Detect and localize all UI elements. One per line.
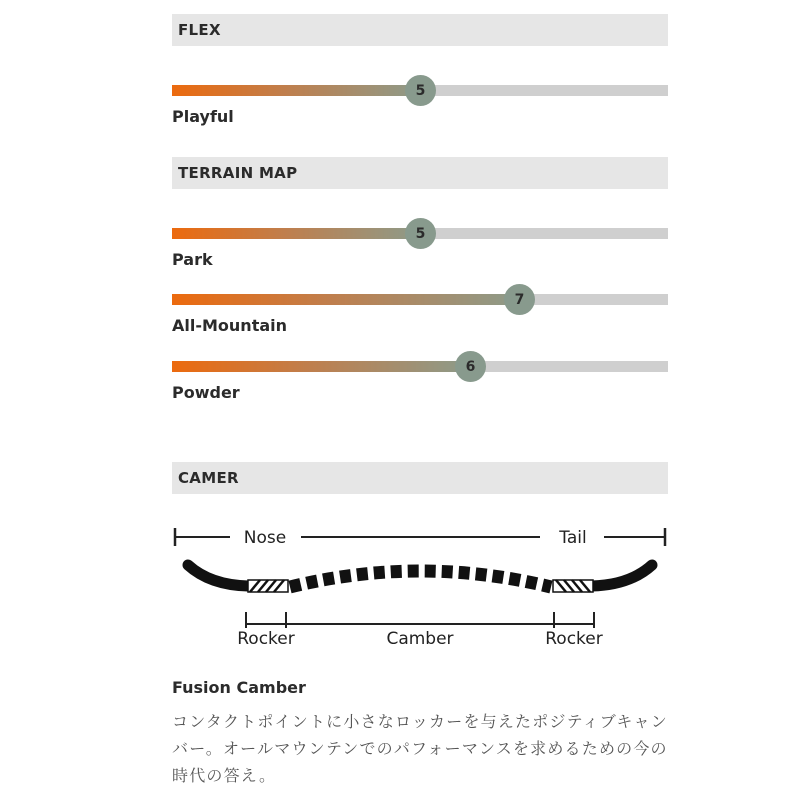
board-tail bbox=[592, 565, 652, 586]
camber-dashed-section bbox=[290, 571, 551, 587]
tail-label: Tail bbox=[559, 528, 587, 548]
terrain-rating-powder bbox=[172, 358, 668, 413]
terrain-rating-park bbox=[172, 225, 668, 280]
rating-fill bbox=[172, 85, 420, 96]
rating-knob: 5 bbox=[405, 75, 436, 106]
rating-label: Powder bbox=[172, 383, 240, 402]
rocker-hatch-left bbox=[248, 580, 288, 592]
rating-knob: 6 bbox=[455, 351, 486, 382]
board-nose bbox=[188, 565, 248, 586]
camber-profile-diagram bbox=[170, 520, 670, 660]
terrain-rating-all-mountain bbox=[172, 291, 668, 346]
nose-label: Nose bbox=[243, 528, 287, 548]
rating-label: Playful bbox=[172, 107, 234, 126]
rating-fill bbox=[172, 228, 420, 239]
rating-label: Park bbox=[172, 250, 213, 269]
camber-label: Camber bbox=[386, 629, 454, 649]
rocker-right-label: Rocker bbox=[545, 629, 603, 649]
rocker-hatch-right bbox=[553, 580, 593, 592]
terrain-map-header: TERRAIN MAP bbox=[172, 157, 668, 189]
rating-knob: 5 bbox=[405, 218, 436, 249]
camber-type-title: Fusion Camber bbox=[172, 678, 306, 697]
camber-header: CAMER bbox=[172, 462, 668, 494]
rocker-left-label: Rocker bbox=[237, 629, 295, 649]
rating-fill bbox=[172, 294, 519, 305]
flex-header: FLEX bbox=[172, 14, 668, 46]
flex-rating-playful bbox=[172, 82, 668, 137]
camber-description: コンタクトポイントに小さなロッカーを与えたポジティブキャンバー。オールマウンテンでのパフォーマンスを求めるための今の時代の答え。 bbox=[172, 712, 668, 785]
rating-fill bbox=[172, 361, 470, 372]
rating-label: All-Mountain bbox=[172, 316, 288, 335]
rating-knob: 7 bbox=[504, 284, 535, 315]
